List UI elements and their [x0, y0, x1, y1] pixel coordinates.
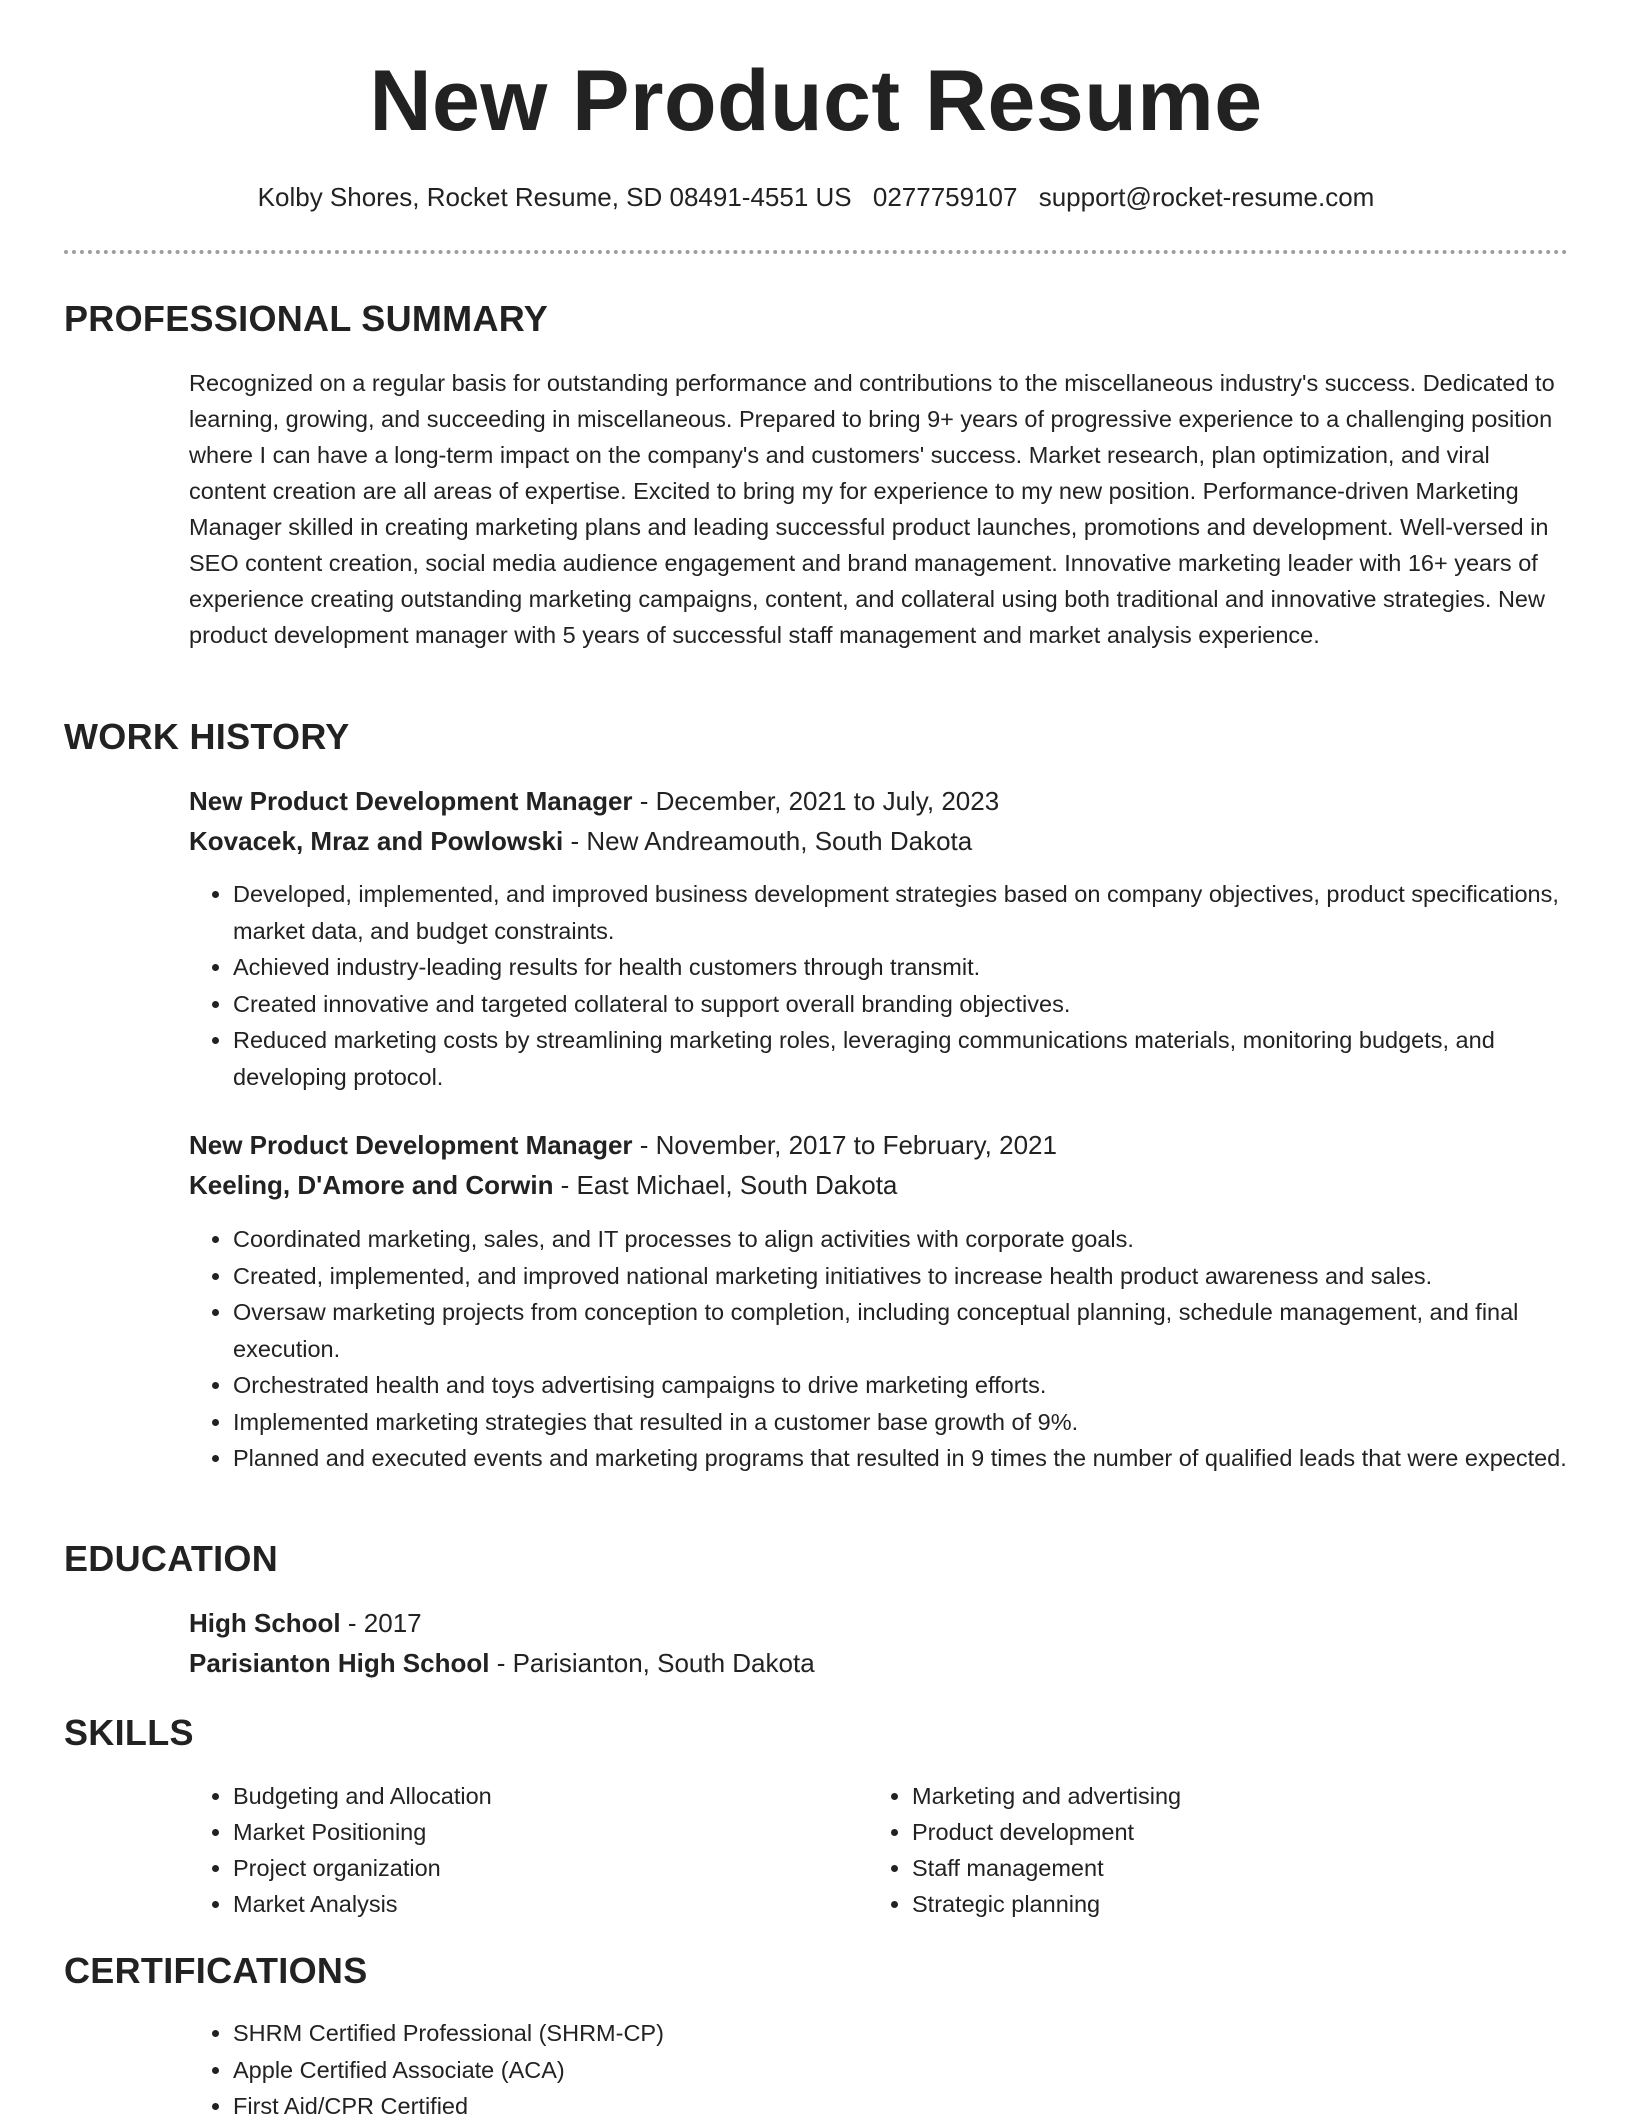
job-1-company: Kovacek, Mraz and Powlowski [189, 826, 564, 856]
job-2-role: New Product Development Manager [189, 1130, 633, 1160]
skills-heading: SKILLS [64, 1712, 194, 1753]
summary-text: Recognized on a regular basis for outstanding performance and contributions to the miscellaneous industry's success. Dedicated to learning, growing, and succeeding in miscellaneous. Prepared to bring 9+ years of progressive experience to a challenging position where I can have a long-term impact on the company's and customers' success. Market research, plan optimization, and viral content creation are all areas of expertise. Excited to bring my for experience to my new position. Performance-driven Marketing Manager skilled in creating marketing plans and leading successful product launches, promotions and development. Well-versed in SEO content creation, social media audience engagement and brand management. Innovative marketing leader with 16+ years of experience creating outstanding marketing campaigns, content, and collateral using both traditional and innovative strategies. New product development manager with 5 years of successful staff management and market analysis experience. [189, 370, 1555, 648]
contact-phone: 0277759107 [872, 182, 1018, 212]
list-item: • Budgeting and Allocation [233, 1778, 829, 1814]
job-1-location: - New Andreamouth, South Dakota [563, 826, 973, 856]
job-2-company-line [189, 1170, 897, 1201]
list-item: • Marketing and advertising [912, 1778, 1508, 1814]
resume-name: New Product Resume [369, 53, 1263, 149]
list-item: • Apple Certified Associate (ACA) [233, 2052, 1569, 2089]
job-2-dates: - November, 2017 to February, 2021 [632, 1130, 1057, 1160]
list-item: • Created, implemented, and improved national marketing initiatives to increase health product awareness and sales. [233, 1258, 1569, 1295]
list-item: • Orchestrated health and toys advertising campaigns to drive marketing efforts. [233, 1367, 1569, 1404]
skills-right-column [868, 1778, 1508, 1922]
certifications-list [189, 2015, 1569, 2125]
list-item: • Product development [912, 1814, 1508, 1850]
list-item: • Market Analysis [233, 1886, 829, 1922]
job-2-bullets [189, 1221, 1569, 1477]
education-degree: High School [189, 1608, 341, 1638]
contact-address: Kolby Shores, Rocket Resume, SD 08491-4551 US [257, 182, 852, 212]
list-item: • Oversaw marketing projects from conception to completion, including conceptual planning, schedule management, and final execution. [233, 1294, 1569, 1367]
education-heading: EDUCATION [64, 1538, 279, 1579]
list-item: • Developed, implemented, and improved business development strategies based on company objectives, product specifications, market data, and budget constraints. [233, 876, 1569, 949]
list-item: • First Aid/CPR Certified [233, 2088, 1569, 2125]
education-year: - 2017 [340, 1608, 422, 1638]
job-2-location: - East Michael, South Dakota [553, 1170, 898, 1200]
education-school-line [189, 1648, 815, 1679]
job-2-company: Keeling, D'Amore and Corwin [189, 1170, 554, 1200]
certifications-heading: CERTIFICATIONS [64, 1950, 368, 1991]
list-item: • Coordinated marketing, sales, and IT processes to align activities with corporate goals. [233, 1221, 1569, 1258]
job-1-role: New Product Development Manager [189, 786, 633, 816]
list-item: • SHRM Certified Professional (SHRM-CP) [233, 2015, 1569, 2052]
work-history-heading: WORK HISTORY [64, 716, 350, 757]
job-1-bullets [189, 876, 1569, 1095]
list-item: • Created innovative and targeted collateral to support overall branding objectives. [233, 986, 1569, 1023]
header-divider [64, 250, 1568, 254]
list-item: • Project organization [233, 1850, 829, 1886]
list-item: • Implemented marketing strategies that resulted in a customer base growth of 9%. [233, 1404, 1569, 1441]
job-1-title-line [189, 786, 999, 817]
contact-email: support@rocket-resume.com [1038, 182, 1375, 212]
list-item: • Reduced marketing costs by streamlining marketing roles, leveraging communications materials, monitoring budgets, and developing protocol. [233, 1022, 1569, 1095]
skills-left-column [189, 1778, 829, 1922]
education-school: Parisianton High School [189, 1648, 490, 1678]
job-2-title-line [189, 1130, 1057, 1161]
job-1-company-line [189, 826, 972, 857]
list-item: • Staff management [912, 1850, 1508, 1886]
summary-heading: PROFESSIONAL SUMMARY [64, 298, 549, 339]
list-item: • Strategic planning [912, 1886, 1508, 1922]
list-item: • Market Positioning [233, 1814, 829, 1850]
job-1-dates: - December, 2021 to July, 2023 [632, 786, 1000, 816]
education-degree-line [189, 1608, 422, 1639]
contact-line [0, 182, 1632, 213]
education-location: - Parisianton, South Dakota [489, 1648, 815, 1678]
list-item: • Achieved industry-leading results for health customers through transmit. [233, 949, 1569, 986]
list-item: • Planned and executed events and marketing programs that resulted in 9 times the number of qualified leads that were expected. [233, 1440, 1569, 1477]
